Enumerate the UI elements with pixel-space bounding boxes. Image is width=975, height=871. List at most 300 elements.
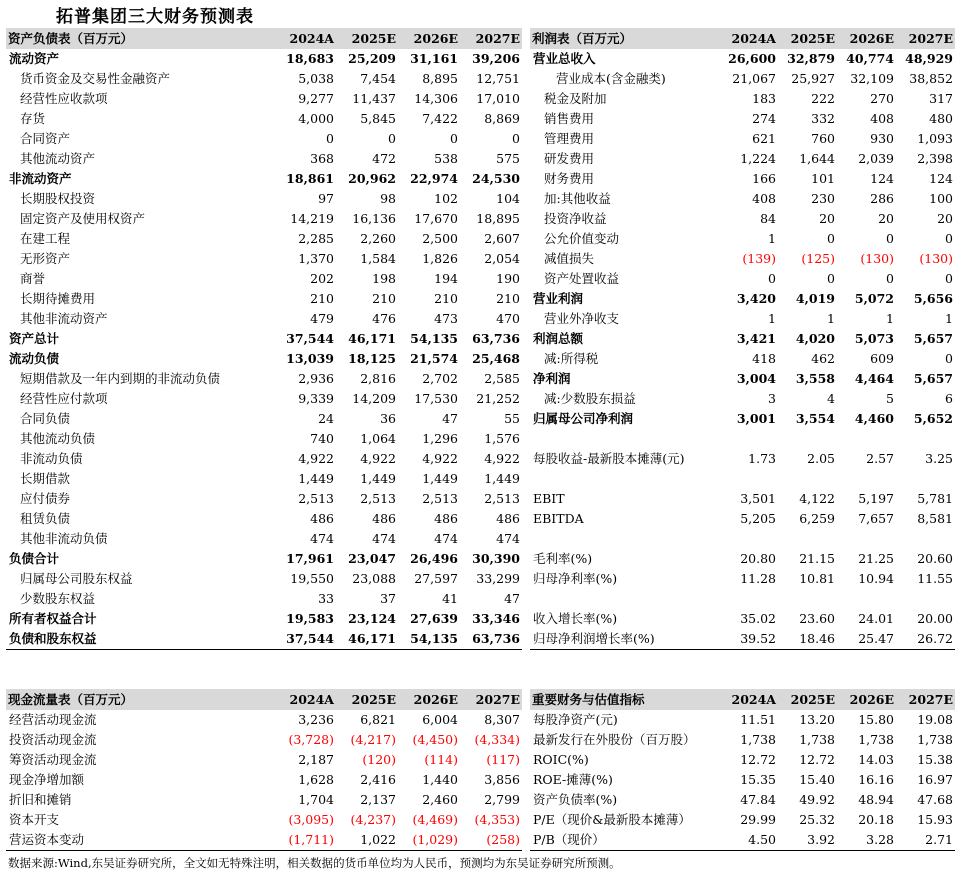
value-cell — [778, 469, 837, 489]
value-cell: 16.97 — [917, 772, 953, 787]
value-cell: 5 — [886, 391, 894, 406]
value-cell: 486 — [434, 511, 458, 526]
value-cell: (4,450) — [412, 732, 458, 747]
value-cell: 474 — [434, 531, 458, 546]
row-label: 最新发行在外股份（百万股） — [533, 732, 696, 747]
value-cell: 2,398 — [917, 151, 953, 166]
value-cell — [719, 469, 778, 489]
value-cell: 124 — [870, 171, 894, 186]
value-cell: 18.46 — [778, 629, 837, 650]
value-cell: 2,936 — [298, 371, 334, 386]
table-row — [530, 109, 955, 129]
table-row — [530, 289, 955, 309]
row-label: 销售费用 — [544, 111, 595, 126]
value-cell: 1 — [945, 311, 953, 326]
value-cell: 23.60 — [799, 611, 835, 626]
value-cell — [719, 589, 778, 609]
row-label — [530, 589, 719, 609]
value-cell: 63,736 — [472, 331, 520, 346]
row-label: EBIT — [533, 491, 565, 506]
value-cell: 23,124 — [348, 611, 396, 626]
value-cell: 2,816 — [360, 371, 396, 386]
value-cell: 1 — [827, 311, 835, 326]
value-cell: 538 — [434, 151, 458, 166]
value-cell: 575 — [496, 151, 520, 166]
table-row — [6, 790, 522, 810]
table-row — [6, 109, 522, 129]
value-cell: 20.60 — [917, 551, 953, 566]
value-cell: 48.94 — [858, 792, 894, 807]
value-cell: 1,449 — [422, 471, 458, 486]
value-cell — [778, 589, 837, 609]
value-cell: 230 — [811, 191, 835, 206]
value-cell: 2,513 — [484, 491, 520, 506]
row-label: 营业利润 — [533, 291, 584, 306]
table-row — [530, 429, 955, 449]
row-label: 折旧和摊销 — [9, 792, 72, 807]
row-label: 公允价值变动 — [544, 231, 620, 246]
table-row — [6, 710, 522, 730]
value-cell: 6 — [945, 391, 953, 406]
value-cell: 930 — [870, 131, 894, 146]
value-cell: 41 — [442, 591, 458, 606]
value-cell: 476 — [372, 311, 396, 326]
table-row — [6, 389, 522, 409]
row-label: 减:少数股东损益 — [544, 391, 636, 406]
row-label: 每股收益-最新股本摊薄(元) — [533, 451, 685, 466]
value-cell: 2,702 — [422, 371, 458, 386]
value-cell: 19,550 — [290, 571, 334, 586]
value-cell: 33,346 — [472, 611, 520, 626]
value-cell: 102 — [434, 191, 458, 206]
value-cell: 19.08 — [917, 712, 953, 727]
table-row — [6, 629, 522, 650]
value-cell: 3,236 — [298, 712, 334, 727]
value-cell: 4,122 — [799, 491, 835, 506]
value-cell: 47.84 — [740, 792, 776, 807]
value-cell: 2.57 — [866, 451, 894, 466]
value-cell: 474 — [372, 531, 396, 546]
table-row — [6, 549, 522, 569]
row-label: 合同负债 — [20, 411, 71, 426]
value-cell: 17,961 — [286, 551, 334, 566]
value-cell: 8,581 — [917, 511, 953, 526]
value-cell: (4,217) — [350, 732, 396, 747]
value-cell: 100 — [929, 191, 953, 206]
row-label: 归母净利率(%) — [533, 571, 618, 586]
value-cell: 1,093 — [917, 131, 953, 146]
table-row — [530, 509, 955, 529]
value-cell: 6,259 — [799, 511, 835, 526]
table-row — [6, 149, 522, 169]
value-cell: 38,852 — [909, 71, 953, 86]
year-header: 2024A — [274, 689, 336, 710]
row-label: 少数股东权益 — [20, 591, 96, 606]
value-cell: 10.94 — [858, 571, 894, 586]
value-cell: 17,530 — [414, 391, 458, 406]
table-row — [6, 329, 522, 349]
value-cell: 12,751 — [476, 71, 520, 86]
table-row — [530, 389, 955, 409]
value-cell: 25,209 — [348, 51, 396, 66]
value-cell: 210 — [310, 291, 334, 306]
value-cell: 486 — [372, 511, 396, 526]
value-cell: 4,460 — [854, 411, 894, 426]
year-header: 2026E — [837, 689, 896, 710]
table-row — [6, 89, 522, 109]
row-label: 加:其他收益 — [544, 191, 611, 206]
table-row — [530, 69, 955, 89]
source-footnote: 数据来源:Wind,东吴证券研究所，全文如无特殊注明，相关数据的货币单位均为人民币，预测均为东吴证券研究所预测。 — [8, 856, 621, 870]
table-title: 重要财务与估值指标 — [530, 689, 719, 710]
row-label: P/E（现价&最新股本摊薄） — [533, 812, 691, 827]
row-label: 净利润 — [533, 371, 571, 386]
row-label: 营业总收入 — [533, 51, 596, 66]
value-cell: 24,530 — [472, 171, 520, 186]
value-cell: 31,161 — [410, 51, 458, 66]
table-row — [6, 249, 522, 269]
year-header: 2025E — [778, 28, 837, 49]
table-row — [530, 369, 955, 389]
table-row — [530, 569, 955, 589]
value-cell: 0 — [945, 351, 953, 366]
value-cell: 3.92 — [778, 830, 837, 851]
table-row — [530, 229, 955, 249]
value-cell: 55 — [504, 411, 520, 426]
table-row — [6, 529, 522, 549]
value-cell: 4,020 — [795, 331, 835, 346]
row-label: 其他非流动资产 — [20, 311, 108, 326]
value-cell: 609 — [870, 351, 894, 366]
value-cell: 2,513 — [422, 491, 458, 506]
row-label: 其他非流动负债 — [20, 531, 108, 546]
value-cell: 46,171 — [336, 629, 398, 650]
row-label: 流动负债 — [9, 351, 60, 366]
value-cell: (130) — [919, 251, 953, 266]
value-cell: 3,420 — [736, 291, 776, 306]
value-cell: 8,869 — [484, 111, 520, 126]
value-cell: 14.03 — [858, 752, 894, 767]
value-cell: 37,544 — [274, 629, 336, 650]
value-cell: 2,585 — [484, 371, 520, 386]
row-label: P/B（现价） — [530, 830, 719, 851]
value-cell: 20 — [937, 211, 953, 226]
value-cell: 1,370 — [298, 251, 334, 266]
value-cell: 5,657 — [913, 371, 953, 386]
year-header: 2024A — [274, 28, 336, 49]
row-label: 资本开支 — [9, 812, 60, 827]
table-row — [6, 309, 522, 329]
value-cell: 33,299 — [476, 571, 520, 586]
value-cell: 0 — [827, 271, 835, 286]
table-row — [530, 609, 955, 629]
table-row — [6, 409, 522, 429]
value-cell: 32,879 — [787, 51, 835, 66]
value-cell: 46,171 — [348, 331, 396, 346]
table-row — [530, 349, 955, 369]
value-cell: 37 — [380, 591, 396, 606]
table-title: 资产负债表（百万元） — [6, 28, 274, 49]
value-cell: 166 — [752, 171, 776, 186]
key-metrics-table — [530, 689, 955, 851]
row-label: 投资净收益 — [544, 211, 607, 226]
table-row — [530, 409, 955, 429]
row-label: 经营性应付款项 — [20, 391, 108, 406]
value-cell: 4,019 — [795, 291, 835, 306]
row-label: 应付债券 — [20, 491, 71, 506]
row-label: 负债和股东权益 — [6, 629, 274, 650]
value-cell: 1,738 — [917, 732, 953, 747]
value-cell: 1,738 — [740, 732, 776, 747]
value-cell: 418 — [752, 351, 776, 366]
value-cell: 5,038 — [298, 71, 334, 86]
table-row — [6, 349, 522, 369]
value-cell: 47.68 — [917, 792, 953, 807]
value-cell: 17,010 — [476, 91, 520, 106]
table-row — [6, 730, 522, 750]
row-label — [530, 429, 719, 449]
value-cell: 13,039 — [286, 351, 334, 366]
value-cell: 5,205 — [740, 511, 776, 526]
table-row — [530, 169, 955, 189]
value-cell: 2,607 — [484, 231, 520, 246]
value-cell: 3,856 — [484, 772, 520, 787]
value-cell: 11.28 — [740, 571, 776, 586]
row-label: 非流动负债 — [20, 451, 83, 466]
value-cell: 760 — [811, 131, 835, 146]
value-cell — [896, 589, 955, 609]
value-cell: 2,054 — [484, 251, 520, 266]
value-cell — [837, 529, 896, 549]
year-header: 2025E — [778, 689, 837, 710]
value-cell: 4.50 — [719, 830, 778, 851]
value-cell: 27,597 — [414, 571, 458, 586]
value-cell: 1,738 — [858, 732, 894, 747]
value-cell: (3,728) — [288, 732, 334, 747]
value-cell: 39,206 — [472, 51, 520, 66]
value-cell: 286 — [870, 191, 894, 206]
year-header: 2027E — [896, 28, 955, 49]
value-cell: 0 — [512, 131, 520, 146]
year-header: 2026E — [398, 689, 460, 710]
value-cell: 479 — [310, 311, 334, 326]
value-cell: 20 — [819, 211, 835, 226]
value-cell: 486 — [496, 511, 520, 526]
value-cell: 210 — [496, 291, 520, 306]
value-cell: 3,004 — [736, 371, 776, 386]
value-cell: 2,500 — [422, 231, 458, 246]
value-cell — [837, 469, 896, 489]
value-cell: 2,039 — [858, 151, 894, 166]
row-label: 营业成本(含金融类) — [556, 71, 666, 86]
value-cell: 3,501 — [740, 491, 776, 506]
value-cell: 210 — [372, 291, 396, 306]
table-row — [6, 289, 522, 309]
table-row — [530, 249, 955, 269]
value-cell: 5,073 — [854, 331, 894, 346]
value-cell: 202 — [310, 271, 334, 286]
table-row — [530, 750, 955, 770]
table-row — [6, 750, 522, 770]
value-cell: 1,704 — [298, 792, 334, 807]
value-cell: 194 — [434, 271, 458, 286]
value-cell: 14,209 — [352, 391, 396, 406]
row-label: 其他流动资产 — [20, 151, 96, 166]
value-cell: 97 — [318, 191, 334, 206]
value-cell: 6,004 — [422, 712, 458, 727]
value-cell: 408 — [752, 191, 776, 206]
value-cell: 26,496 — [410, 551, 458, 566]
row-label: EBITDA — [533, 511, 584, 526]
value-cell — [719, 429, 778, 449]
value-cell: 2,187 — [298, 752, 334, 767]
value-cell: 5,845 — [360, 111, 396, 126]
table-row — [530, 269, 955, 289]
table-row — [6, 469, 522, 489]
row-label: 短期借款及一年内到期的非流动负债 — [20, 371, 221, 386]
value-cell: 39.52 — [719, 629, 778, 650]
row-label: 合同资产 — [20, 131, 71, 146]
row-label: 经营活动现金流 — [9, 712, 97, 727]
value-cell: (4,334) — [474, 732, 520, 747]
row-label: 无形资产 — [20, 251, 71, 266]
value-cell: 3.28 — [837, 830, 896, 851]
table-row — [530, 730, 955, 750]
row-label: 毛利率(%) — [533, 551, 593, 566]
value-cell: 20.80 — [740, 551, 776, 566]
value-cell: 5,197 — [858, 491, 894, 506]
table-row — [6, 169, 522, 189]
value-cell: 11.55 — [917, 571, 953, 586]
value-cell: 408 — [870, 111, 894, 126]
value-cell: (1,711) — [274, 830, 336, 851]
value-cell: 23,088 — [352, 571, 396, 586]
value-cell: 25.32 — [799, 812, 835, 827]
value-cell: 29.99 — [740, 812, 776, 827]
table-row — [530, 529, 955, 549]
income-statement-table — [530, 28, 955, 650]
balance-sheet-table — [6, 28, 522, 650]
table-row — [530, 89, 955, 109]
table-title: 利润表（百万元） — [530, 28, 719, 49]
row-label: 减:所得税 — [544, 351, 599, 366]
value-cell: 15.38 — [917, 752, 953, 767]
value-cell: 11,437 — [352, 91, 396, 106]
year-header: 2027E — [460, 28, 522, 49]
table-row — [530, 189, 955, 209]
table-row — [530, 790, 955, 810]
table-header-row — [530, 28, 955, 49]
value-cell: 63,736 — [460, 629, 522, 650]
value-cell: 4,000 — [298, 111, 334, 126]
value-cell: 2.71 — [896, 830, 955, 851]
value-cell: 4,922 — [484, 451, 520, 466]
table-row — [530, 810, 955, 830]
value-cell: 21.25 — [858, 551, 894, 566]
value-cell: 98 — [380, 191, 396, 206]
page-title: 拓普集团三大财务预测表 — [56, 7, 254, 27]
row-label: 租赁负债 — [20, 511, 71, 526]
value-cell: (117) — [486, 752, 520, 767]
value-cell: 621 — [752, 131, 776, 146]
value-cell: 1,296 — [422, 431, 458, 446]
value-cell: 472 — [372, 151, 396, 166]
table-row — [6, 429, 522, 449]
table-header-row — [530, 689, 955, 710]
value-cell: 368 — [310, 151, 334, 166]
value-cell: 210 — [434, 291, 458, 306]
value-cell — [778, 529, 837, 549]
value-cell: 27,639 — [410, 611, 458, 626]
row-label: 归母净利润增长率(%) — [530, 629, 719, 650]
value-cell: 36 — [380, 411, 396, 426]
value-cell — [896, 469, 955, 489]
value-cell: 1,576 — [484, 431, 520, 446]
table-row — [6, 229, 522, 249]
value-cell: 9,277 — [298, 91, 334, 106]
value-cell: 0 — [886, 271, 894, 286]
table-row — [530, 49, 955, 69]
row-label: 货币资金及交易性金融资产 — [20, 71, 171, 86]
row-label: 研发费用 — [544, 151, 595, 166]
table-row — [6, 269, 522, 289]
value-cell: 183 — [752, 91, 776, 106]
value-cell: 1,738 — [799, 732, 835, 747]
table-row — [530, 329, 955, 349]
row-label: 归属母公司净利润 — [533, 411, 634, 426]
row-label: 长期借款 — [20, 471, 71, 486]
value-cell: 104 — [496, 191, 520, 206]
value-cell: 2,513 — [360, 491, 396, 506]
value-cell: 6,821 — [360, 712, 396, 727]
value-cell: (130) — [860, 251, 894, 266]
value-cell: 37,544 — [286, 331, 334, 346]
value-cell: 8,307 — [484, 712, 520, 727]
table-row — [530, 629, 955, 650]
table-row — [530, 770, 955, 790]
value-cell: 2,460 — [422, 792, 458, 807]
value-cell: 124 — [929, 171, 953, 186]
value-cell: 0 — [945, 271, 953, 286]
value-cell: 274 — [752, 111, 776, 126]
value-cell: 25,927 — [791, 71, 835, 86]
row-label: 营业外净收支 — [544, 311, 620, 326]
row-label: 资产处置收益 — [544, 271, 620, 286]
year-header: 2027E — [460, 689, 522, 710]
value-cell: 25.47 — [837, 629, 896, 650]
value-cell: 2,513 — [298, 491, 334, 506]
value-cell: (114) — [424, 752, 458, 767]
value-cell: 3,421 — [736, 331, 776, 346]
value-cell: 1 — [886, 311, 894, 326]
value-cell: 4 — [827, 391, 835, 406]
value-cell: 486 — [310, 511, 334, 526]
row-label: 利润总额 — [533, 331, 584, 346]
value-cell: 12.72 — [799, 752, 835, 767]
value-cell: (4,469) — [412, 812, 458, 827]
table-row — [530, 209, 955, 229]
value-cell: 47 — [504, 591, 520, 606]
table-row — [6, 589, 522, 609]
value-cell: 23,047 — [348, 551, 396, 566]
value-cell: 7,454 — [360, 71, 396, 86]
table-row — [6, 569, 522, 589]
value-cell: 5,656 — [913, 291, 953, 306]
value-cell: 222 — [811, 91, 835, 106]
value-cell: 2,137 — [360, 792, 396, 807]
value-cell: 5,652 — [913, 411, 953, 426]
row-label: 现金净增加额 — [9, 772, 85, 787]
